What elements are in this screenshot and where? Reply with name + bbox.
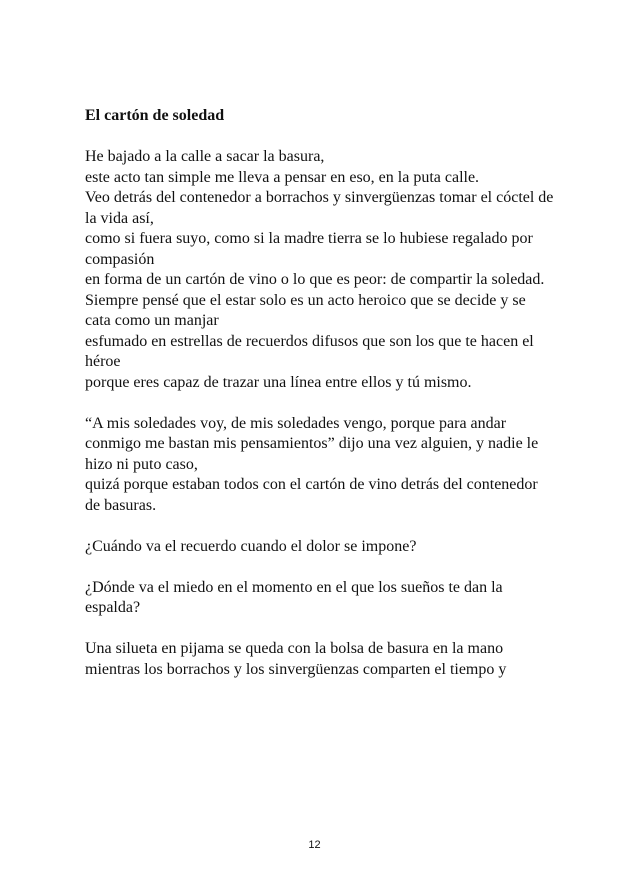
stanza-3 (85, 537, 555, 558)
stanza-4 (85, 578, 555, 619)
poem-line: esfumado en estrellas de recuerdos difusos que son los que te hacen el héroe (85, 332, 534, 370)
poem-line: ¿Dónde va el miedo en el momento en el que los sueños te dan la espalda? (85, 578, 503, 616)
poem-line: mientras los borrachos y los sinvergüenzas comparten el tiempo y (85, 660, 507, 678)
poem-body (85, 106, 555, 701)
page-number: 12 (308, 839, 321, 851)
poem-line: ¿Cuándo va el recuerdo cuando el dolor se impone? (85, 537, 417, 555)
poem-line: “A mis soledades voy, de mis soledades vengo, porque para andar conmigo me bastan mis pensamientos” dijo una vez alguien, y nadie le hizo ni puto caso, (85, 414, 539, 473)
stanza-5 (85, 639, 555, 680)
poem-line: Siempre pensé que el estar solo es un acto heroico que se decide y se cata como un manjar (85, 291, 526, 329)
poem-title: El cartón de soledad (85, 107, 225, 124)
stanza-1 (85, 147, 555, 393)
poem-line: Una silueta en pijama se queda con la bolsa de basura en la mano (85, 640, 504, 657)
poem-line: en forma de un cartón de vino o lo que es peor: de compartir la soledad. (85, 271, 545, 288)
poem-line: Veo detrás del contenedor a borrachos y sinvergüenzas tomar el cóctel de la vida así, (85, 189, 554, 227)
poem-line: quizá porque estaban todos con el cartón de vino detrás del contenedor de basuras. (85, 476, 538, 514)
stanza-2 (85, 414, 555, 517)
poem-line: como si fuera suyo, como si la madre tierra se lo hubiese regalado por compasión (85, 230, 533, 268)
poem-line: He bajado a la calle a sacar la basura, (85, 148, 325, 165)
poem-line: este acto tan simple me lleva a pensar en eso, en la puta calle. (85, 168, 480, 186)
poem-line: porque eres capaz de trazar una línea entre ellos y tú mismo. (85, 373, 472, 391)
